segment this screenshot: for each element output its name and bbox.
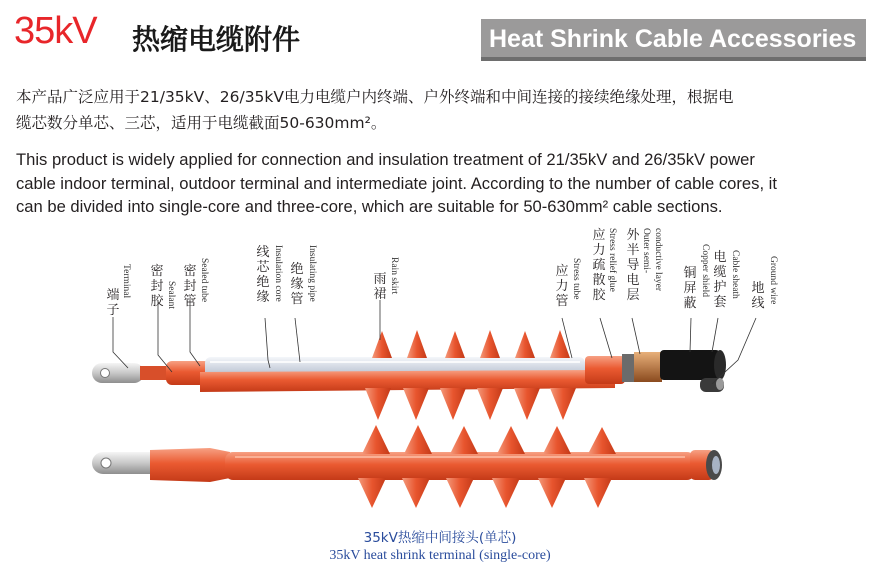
label-sealant-cn: 密封胶 — [150, 264, 164, 309]
lug-hole — [101, 458, 111, 468]
label-sealant-en: Sealant — [166, 281, 176, 309]
sealant — [140, 366, 168, 380]
label-terminal-en: Terminal — [121, 264, 131, 299]
label-stress-tube-cn: 应力管 — [555, 264, 569, 309]
label-ground-wire-cn: 地线 — [751, 281, 765, 311]
voltage-title: 35kV — [14, 10, 97, 52]
description-en-line: cable indoor terminal, outdoor terminal and intermediate joint. According to the number of cable cores, it — [16, 173, 777, 193]
label-insulation-core-en: Insulation core — [273, 245, 283, 302]
label-insulation-core-cn: 线芯绝缘 — [256, 245, 270, 305]
cable-sheath — [660, 350, 720, 380]
label-rain-skirt-en: Rain skirt — [389, 257, 399, 295]
label-copper-shield-cn: 铜屏蔽 — [683, 266, 697, 311]
label-copper-shield-en: Copper shield — [700, 244, 710, 298]
label-stress-relief-glue-en: Stress relief glue — [607, 228, 617, 292]
label-terminal-cn: 端子 — [106, 288, 120, 318]
label-sealed-tube-en: Sealed tube — [199, 258, 209, 303]
label-outer-semiconductive-en-2: conductive layer — [653, 228, 663, 292]
chinese-title: 热缩电缆附件 — [132, 23, 301, 56]
terminal-top — [92, 330, 726, 420]
label-stress-relief-glue-cn: 应力疏散胶 — [592, 228, 606, 303]
outer-semiconductive-layer — [622, 354, 636, 382]
description-en-line: This product is widely applied for connection and insulation treatment of 21/35kV and 26/35kV power — [16, 150, 755, 169]
lug-hole — [101, 369, 110, 378]
caption-chinese: 35kV热缩中间接头(单芯) — [363, 530, 517, 546]
description-cn-line: 缆芯数分单芯、三芯，适用于电缆截面50-630mm²。 — [16, 114, 387, 132]
label-sealed-tube-cn: 密封管 — [183, 264, 197, 309]
stress-tube — [585, 356, 625, 384]
copper-shield — [634, 352, 662, 382]
label-cable-sheath-en: Cable sheath — [730, 250, 740, 299]
label-outer-semiconductive-en: Outer semi- — [641, 228, 651, 274]
english-title: Heat Shrink Cable Accessories — [489, 25, 857, 53]
label-ground-wire-en: Ground wire — [768, 256, 778, 305]
caption-english: 35kV heat shrink terminal (single-core) — [329, 548, 551, 563]
sealed-tube — [150, 448, 230, 482]
label-stress-tube-en: Stress tube — [571, 258, 581, 300]
label-outer-semiconductive-cn: 外半导电层 — [626, 228, 640, 303]
terminal-bottom — [92, 425, 722, 508]
label-insulating-pipe-en: Insulating pipe — [307, 245, 317, 302]
label-rain-skirt-cn: 雨裙 — [373, 272, 387, 302]
label-cable-sheath-cn: 电缆护套 — [713, 250, 727, 310]
description-en-line: can be divided into single-core and three-core, which are suitable for 50-630mm² cable sections. — [16, 197, 723, 216]
label-insulating-pipe-cn: 绝缘管 — [290, 262, 304, 307]
description-cn-line: 本产品广泛应用于21/35kV、26/35kV电力电缆户内终端、户外终端和中间连接的接续绝缘处理，根据电 — [16, 88, 734, 106]
terminal-lug — [92, 363, 144, 383]
